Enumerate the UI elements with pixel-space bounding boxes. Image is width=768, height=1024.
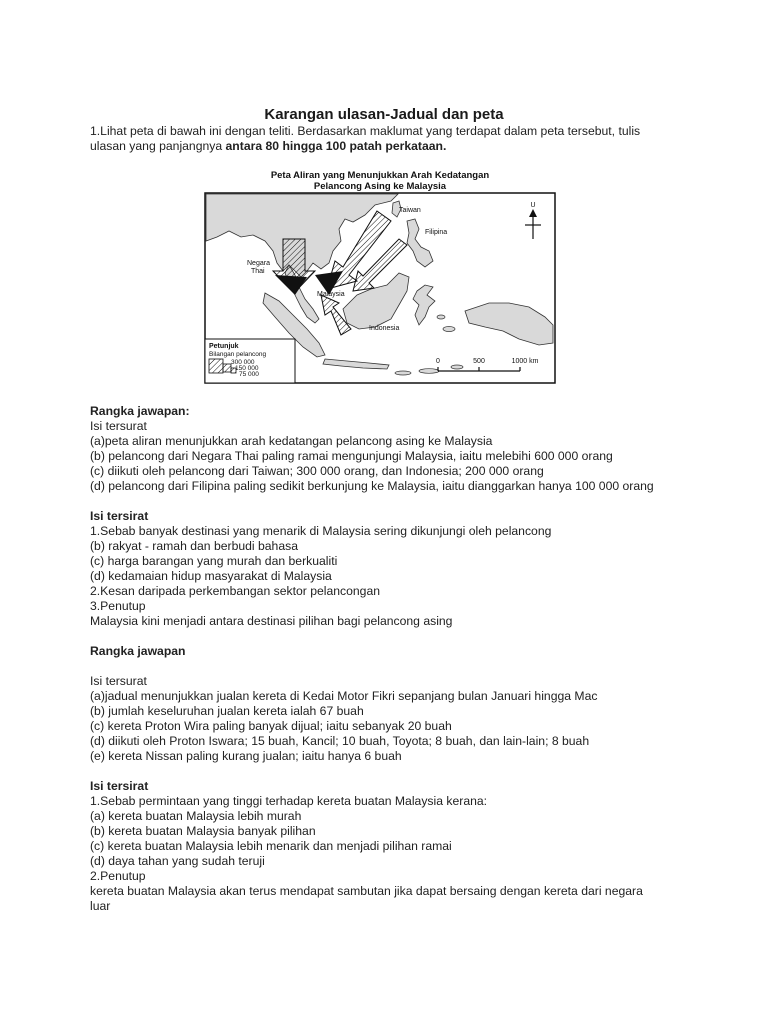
legend-item-300000: 300 000: [231, 359, 255, 366]
label-thai: Thai: [251, 268, 265, 275]
section1-item-a: (a)peta aliran menunjukkan arah kedatangan pelancong asing ke Malaysia: [90, 434, 493, 448]
label-negara: Negara: [247, 260, 270, 267]
intro-line-2: [90, 139, 690, 154]
section2-item-c: (c) harga barangan yang murah dan berkualiti: [90, 554, 338, 568]
section1-item-c: (c) diikuti oleh pelancong dari Taiwan; 300 000 orang, dan Indonesia; 200 000 orang: [90, 464, 544, 478]
island-4: [419, 369, 439, 374]
section1-heading: Rangka jawapan:: [90, 404, 190, 418]
spacer: [90, 659, 710, 674]
label-taiwan: Taiwan: [399, 207, 421, 214]
legend-swatch-medium: [223, 364, 231, 372]
label-indonesia: Indonesia: [369, 325, 400, 332]
legend-title: Petunjuk: [209, 343, 239, 350]
section2-item-d: (d) kedamaian hidup masyarakat di Malaysia: [90, 569, 332, 583]
section3-item-b: (b) jumlah keseluruhan jualan kereta ialah 67 buah: [90, 704, 364, 718]
section1-item-b: (b) pelancong dari Negara Thai paling ramai mengunjungi Malaysia, iaitu melebihi 600 000 orang: [90, 449, 613, 463]
section4-item-a: (a) kereta buatan Malaysia lebih murah: [90, 809, 302, 823]
section3-item-e: (e) kereta Nissan paling kurang jualan; iaitu hanya 6 buah: [90, 749, 402, 763]
section2-heading: Isi tersirat: [90, 509, 149, 523]
scale-tick-1000: 1000 km: [511, 358, 539, 365]
section4-item-closing-2: luar: [90, 899, 111, 913]
section2-item-closing: Malaysia kini menjadi antara destinasi pilihan bagi pelancong asing: [90, 614, 453, 628]
scale-tick-0: 0: [436, 358, 440, 365]
section3-heading: Rangka jawapan: [90, 644, 186, 658]
intro-line-1: 1.Lihat peta di bawah ini dengan teliti. Berdasarkan maklumat yang terdapat dalam peta tersebut, tulis: [90, 124, 641, 138]
section4-heading: Isi tersirat: [90, 779, 149, 793]
spacer: [90, 629, 710, 644]
legend-swatch-large: [209, 359, 223, 373]
intro-bold-text: antara 80 hingga 100 patah perkataan.: [225, 139, 447, 153]
spacer: [90, 494, 710, 509]
section4-item-b: (b) kereta buatan Malaysia banyak pilihan: [90, 824, 316, 838]
map-legend: [205, 339, 295, 383]
intro-text: ulasan yang panjangnya: [90, 139, 226, 153]
map-title-line-2: Pelancong Asing ke Malaysia: [313, 181, 447, 192]
section2-item-1: 1.Sebab banyak destinasi yang menarik di Malaysia sering dikunjungi oleh pelancong: [90, 524, 552, 538]
answer-outline: [90, 404, 710, 914]
spacer: [90, 764, 710, 779]
section3-subheading: Isi tersurat: [90, 674, 147, 688]
section2-item-b: (b) rakyat - ramah dan berbudi bahasa: [90, 539, 298, 553]
label-filipina: Filipina: [425, 229, 448, 236]
island-1: [443, 327, 455, 332]
map-title-line-1: Peta Aliran yang Menunjukkan Arah Kedatangan: [270, 170, 490, 181]
legend-subtitle: Bilangan pelancong: [209, 351, 267, 358]
section2-item-2: 2.Kesan daripada perkembangan sektor pelancongan: [90, 584, 381, 598]
section3-item-d: (d) diikuti oleh Proton Iswara; 15 buah, Kancil; 10 buah, Toyota; 8 buah, dan lain-lain; 8 buah: [90, 734, 590, 748]
north-label: U: [530, 202, 536, 209]
section3-item-a: (a)jadual menunjukkan jualan kereta di Kedai Motor Fikri sepanjang bulan Januari hingga Mac: [90, 689, 598, 703]
tourist-flow-map: [203, 167, 557, 385]
section3-item-c: (c) kereta Proton Wira paling banyak dijual; iaitu sebanyak 20 buah: [90, 719, 452, 733]
section4-item-d: (d) daya tahan yang sudah teruji: [90, 854, 265, 868]
intro-paragraph: [90, 124, 690, 154]
section4-item-closing-1: kereta buatan Malaysia akan terus mendapat sambutan jika dapat bersaing dengan kereta dari negara: [90, 884, 643, 898]
legend-item-150000: 150 000: [235, 365, 259, 372]
island-5: [451, 365, 463, 369]
scale-tick-500: 500: [473, 358, 485, 365]
section4-item-c: (c) kereta buatan Malaysia lebih menarik dan menjadi pilihan ramai: [90, 839, 452, 853]
section1-subheading: Isi tersurat: [90, 419, 147, 433]
section2-item-3: 3.Penutup: [90, 599, 146, 613]
map-svg: [203, 167, 557, 385]
section4-item-2: 2.Penutup: [90, 869, 146, 883]
island-2: [437, 315, 445, 319]
document-title: Karangan ulasan-Jadual dan peta: [264, 106, 504, 123]
section1-item-d: (d) pelancong dari Filipina paling sedikit berkunjung ke Malaysia, iaitu dianggarkan hanya 100 000 orang: [90, 479, 654, 493]
label-malaysia: Malaysia: [317, 291, 345, 298]
section4-item-1: 1.Sebab permintaan yang tinggi terhadap kereta buatan Malaysia kerana:: [90, 794, 488, 808]
legend-item-75000: 75 000: [239, 371, 259, 378]
island-3: [395, 371, 411, 375]
